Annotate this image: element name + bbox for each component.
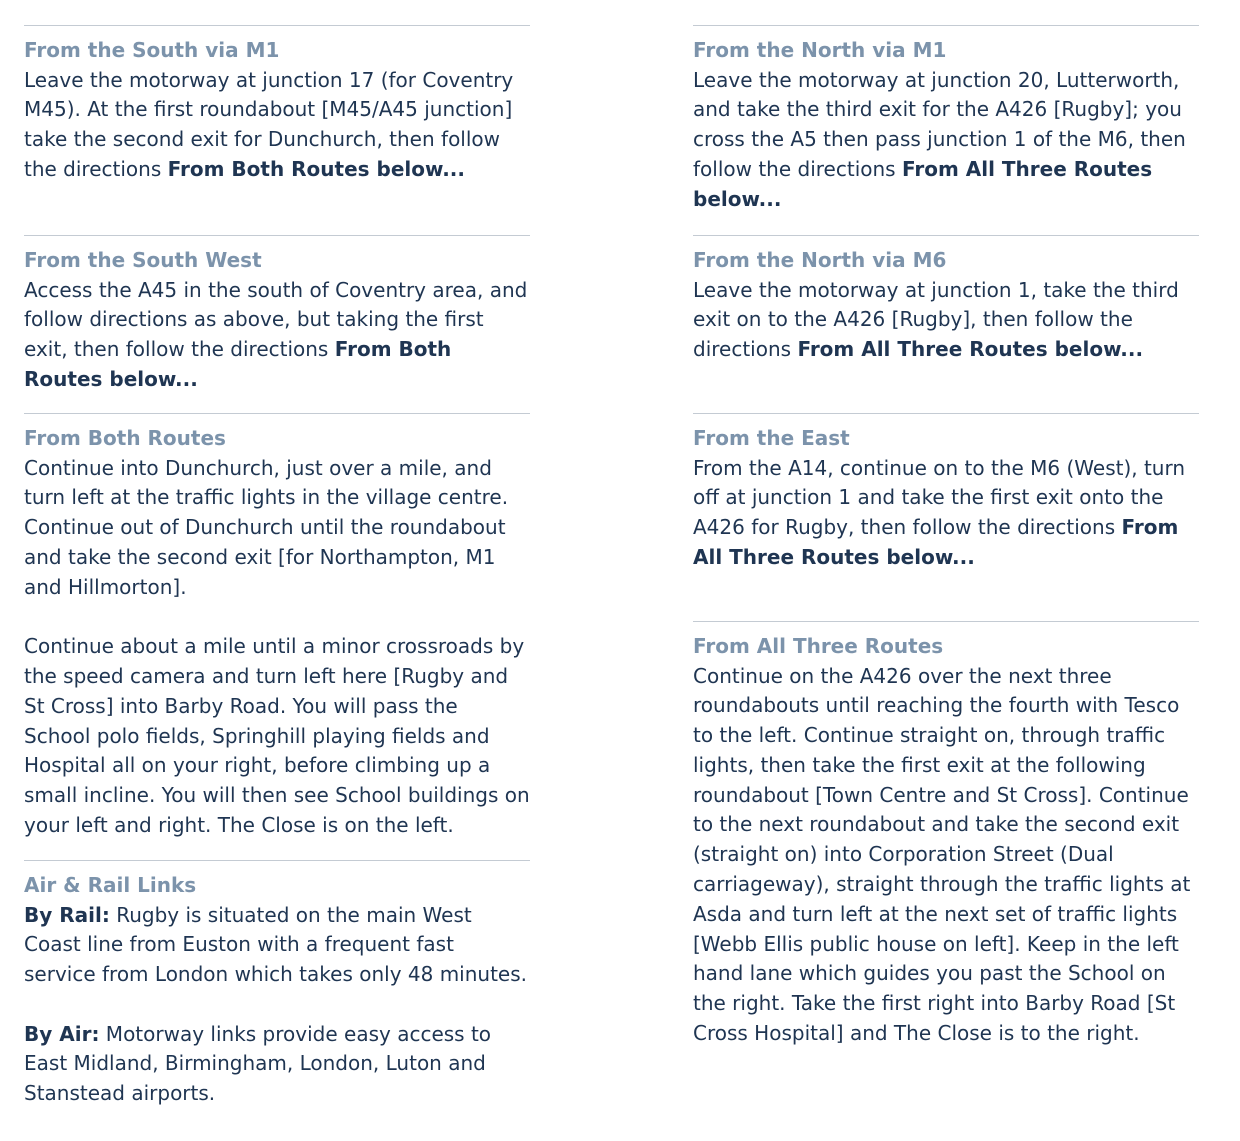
section-heading: From Both Routes bbox=[24, 426, 226, 450]
section-text: Leave the motorway at junction 1, take the third exit on to the A426 [Rugby], then follow the directions From All Three Routes below... bbox=[693, 277, 1179, 362]
section-both-routes bbox=[24, 413, 530, 841]
section-east bbox=[693, 413, 1199, 573]
section-all-three-routes bbox=[693, 621, 1199, 1049]
section-heading: Air & Rail Links bbox=[24, 873, 197, 897]
section-heading: From the North via M1 bbox=[693, 38, 947, 62]
section-air-rail-links bbox=[24, 860, 530, 1109]
rail-text: By Rail: Rugby is situated on the main West Coast line from Euston with a frequent fast service from London which takes only 48 minutes. bbox=[24, 902, 528, 987]
section-heading: From the South West bbox=[24, 248, 262, 272]
section-south-via-m1 bbox=[24, 25, 530, 185]
section-text: Leave the motorway at junction 17 (for Coventry M45). At the first roundabout [M45/A45 junction] take the second exit for Dunchurch, then follow the directions From Both Routes below... bbox=[24, 67, 514, 181]
section-text: Leave the motorway at junction 20, Lutterworth, and take the third exit for the A426 [Rugby]; you cross the A5 then pass junction 1 of the M6, then follow the directions From All Three Routes below... bbox=[693, 67, 1186, 211]
section-north-via-m1 bbox=[693, 25, 1199, 214]
section-text: Continue into Dunchurch, just over a mile, and turn left at the traffic lights in the village centre. Continue out of Dunchurch until the roundabout and take the second exit [for Northampton, M1 and Hillmorton]. bbox=[24, 455, 509, 599]
section-north-via-m6 bbox=[693, 235, 1199, 365]
section-south-west bbox=[24, 235, 530, 395]
section-heading: From All Three Routes bbox=[693, 634, 944, 658]
section-heading: From the North via M6 bbox=[693, 248, 947, 272]
section-text: From the A14, continue on to the M6 (West), turn off at junction 1 and take the first exit onto the A426 for Rugby, then follow the directions From All Three Routes below... bbox=[693, 455, 1186, 569]
section-text: Continue about a mile until a minor crossroads by the speed camera and turn left here [Rugby and St Cross] into Barby Road. You will pass the School polo fields, Springhill playing fields and Hospital all on your right, before climbing up a small incline. You will then see School buildings on your left and right. The Close is on the left. bbox=[24, 634, 530, 838]
section-heading: From the South via M1 bbox=[24, 38, 280, 62]
section-text: Access the A45 in the south of Coventry area, and follow directions as above, but taking the first exit, then follow the directions From Both Routes below... bbox=[24, 277, 528, 391]
air-text: By Air: Motorway links provide easy access to East Midland, Birmingham, London, Luton and Stanstead airports. bbox=[24, 1021, 492, 1106]
section-heading: From the East bbox=[693, 426, 850, 450]
section-text: Continue on the A426 over the next three roundabouts until reaching the fourth with Tesco to the left. Continue straight on, through traffic lights, then take the first exit at the following roundabout [Town Centre and St Cross]. Continue to the next roundabout and take the second exit (straight on) into Corporation Street (Dual carriageway), straight through the traffic lights at Asda and turn left at the next set of traffic lights [Webb Ellis public house on left]. Keep in the left hand lane which guides you past the School on the right. Take the first right into Barby Road [St Cross Hospital] and The Close is to the right. bbox=[693, 663, 1191, 1046]
